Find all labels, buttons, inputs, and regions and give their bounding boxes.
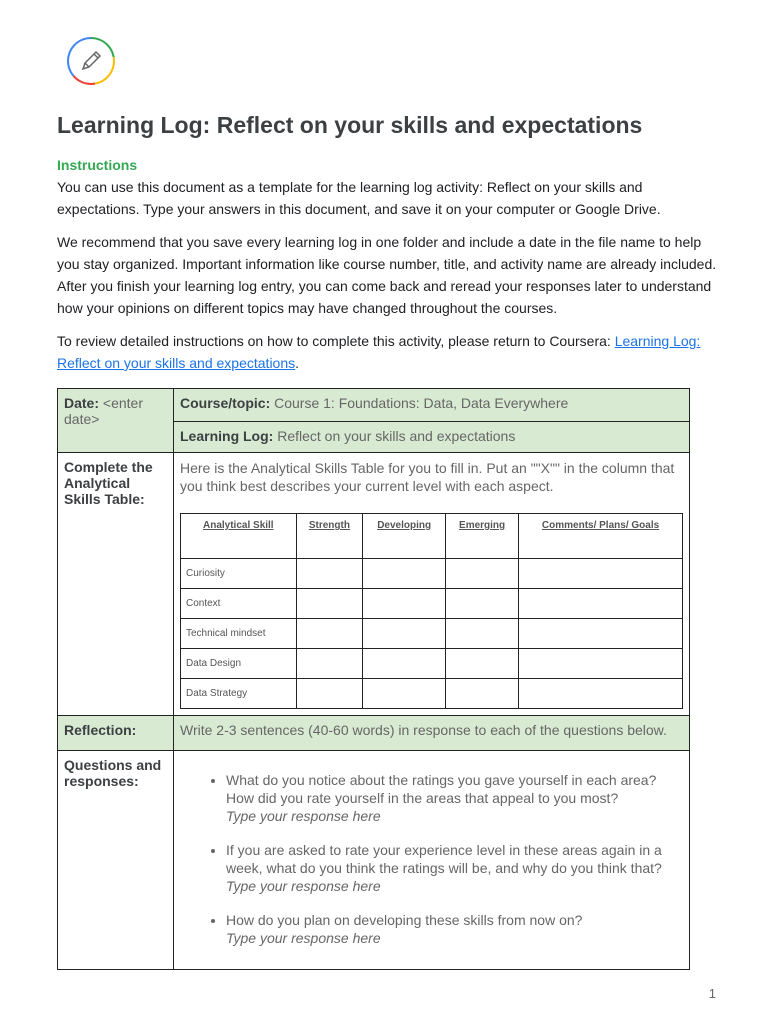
paragraph-3-end: . [295,355,300,371]
question-text: What do you notice about the ratings you gave yourself in each area? How did you rate yourself in the areas that appeal to you most? [226,772,657,806]
pencil-logo-icon [67,37,115,85]
date-label: Date: [64,395,100,411]
analytical-skills-table [180,513,683,709]
reflection-text: Write 2-3 sentences (40-60 words) in response to each of the questions below. [174,716,690,751]
cell[interactable] [446,559,519,589]
cell[interactable] [363,589,446,619]
date-value[interactable]: <enter date> [64,395,143,427]
cell[interactable] [446,619,519,649]
table-row [181,679,683,709]
skills-header: Analytical Skill [181,514,297,559]
cell[interactable] [363,559,446,589]
skill-name: Context [181,589,297,619]
table-row [181,649,683,679]
skills-header: Strength [296,514,363,559]
paragraph-1: You can use this document as a template for the learning log activity: Reflect on your skills and expectations. Type your answers in this document, and save it on your computer or Google Drive. [57,179,661,217]
skills-header: Developing [363,514,446,559]
reflection-label: Reflection: [58,716,174,751]
cell[interactable] [296,619,363,649]
date-cell[interactable] [58,389,174,453]
table-row [181,589,683,619]
response-field[interactable]: Type your response here [226,808,381,824]
response-field[interactable]: Type your response here [226,878,381,894]
skills-header: Comments/ Plans/ Goals [519,514,683,559]
complete-cell [174,453,690,716]
cell[interactable] [296,559,363,589]
questions-cell [174,751,690,970]
cell[interactable] [363,619,446,649]
coursera-link[interactable]: Learning Log: Reflect on your skills and expectations [57,333,701,371]
cell[interactable] [363,679,446,709]
log-cell [174,422,690,453]
cell[interactable] [296,679,363,709]
skill-name: Technical mindset [181,619,297,649]
cell[interactable] [519,679,683,709]
paragraph-3 [57,330,717,374]
skills-header: Emerging [446,514,519,559]
complete-label: Complete the Analytical Skills Table: [58,453,174,716]
cell[interactable] [296,589,363,619]
cell[interactable] [446,649,519,679]
table-row [181,559,683,589]
course-label: Course/topic: [180,395,271,411]
skill-name: Data Design [181,649,297,679]
question-item [226,771,683,825]
question-item [226,911,683,947]
skill-name: Data Strategy [181,679,297,709]
paragraph-2: We recommend that you save every learning log in one folder and include a date in the file name to help you stay organized. Important information like course number, title, and activity name are already included. After you finish your learning log entry, you can come back and reread your responses later to understand how your opinions on different topics may have changed throughout the courses. [57,234,717,316]
cell[interactable] [446,679,519,709]
question-text: How do you plan on developing these skills from now on? [226,912,583,928]
course-value: Course 1: Foundations: Data, Data Everywhere [274,395,569,411]
page-number: 1 [708,986,716,1001]
cell[interactable] [519,589,683,619]
cell[interactable] [519,559,683,589]
learning-log-table [57,388,690,970]
cell[interactable] [296,649,363,679]
page-title: Learning Log: Reflect on your skills and expectations [57,112,643,138]
cell[interactable] [519,649,683,679]
skill-name: Curiosity [181,559,297,589]
paragraph-3-text: To review detailed instructions on how to complete this activity, please return to Coursera: [57,333,615,349]
cell[interactable] [519,619,683,649]
question-text: If you are asked to rate your experience level in these areas again in a week, what do you think the ratings will be, and why do you think that? [226,842,662,876]
complete-text: Here is the Analytical Skills Table for you to fill in. Put an ""X"" in the column that you think best describes your current level with each aspect. [180,460,675,494]
instructions-heading: Instructions [57,157,138,173]
cell[interactable] [363,649,446,679]
question-item [226,841,683,895]
cell[interactable] [446,589,519,619]
log-label: Learning Log: [180,428,274,444]
log-value: Reflect on your skills and expectations [277,428,516,444]
response-field[interactable]: Type your response here [226,930,381,946]
course-cell [174,389,690,422]
questions-label: Questions and responses: [58,751,174,970]
table-row [181,619,683,649]
